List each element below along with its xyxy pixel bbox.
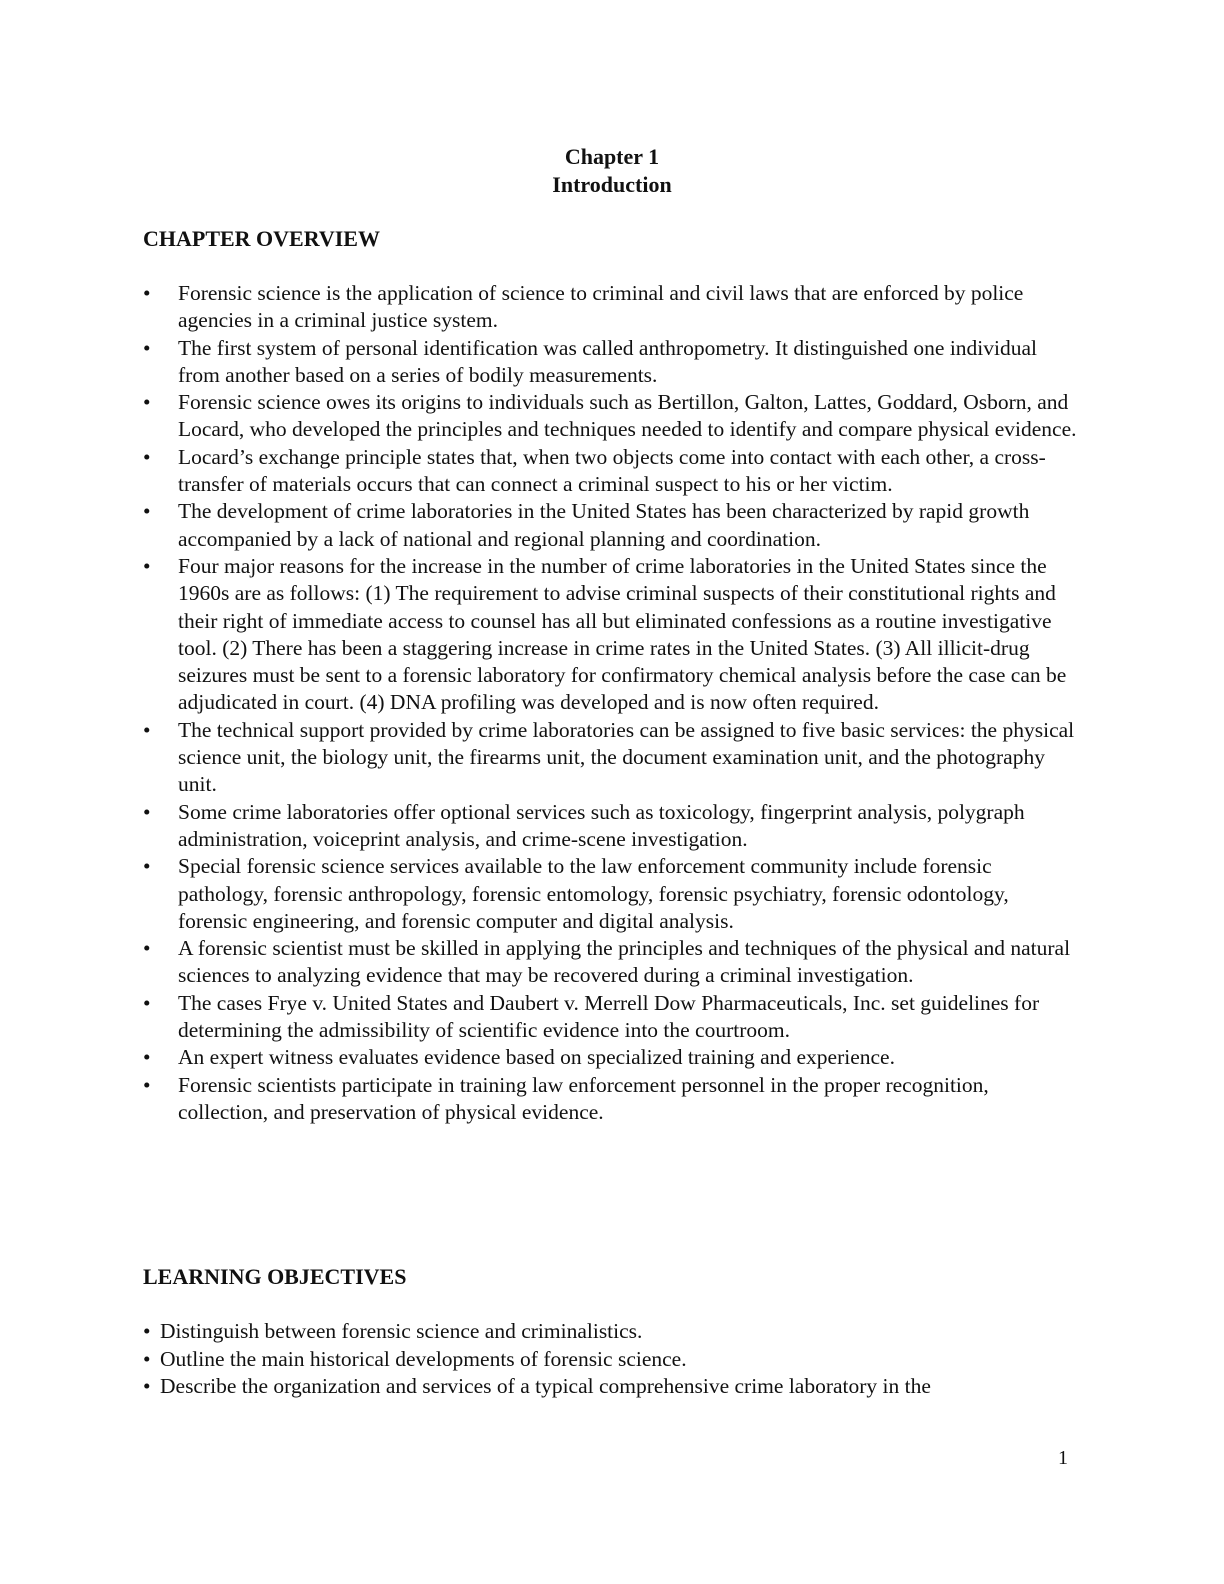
overview-item [143, 853, 1083, 935]
overview-item [143, 799, 1083, 854]
list-item-text: Four major reasons for the increase in the number of crime laboratories in the United States since the 1960s are as follows: (1) The requirement to advise criminal suspects of their constitutional rights and their right of immediate access to counsel has all but eliminated confessions as a routine investigative tool. (2) There has been a staggering increase in crime rates in the United States. (3) All illicit-drug seizures must be sent to a forensic laboratory for confirmatory chemical analysis before the case can be adjudicated in court. (4) DNA profiling was developed and is now often required. [178, 553, 1067, 715]
overview-item [143, 1072, 1083, 1127]
bullet-icon: • [143, 1374, 151, 1398]
list-item-text: Special forensic science services available to the law enforcement community include forensic pathology, forensic anthropology, forensic entomology, forensic psychiatry, forensic odontology, forensic engineering, and forensic computer and digital analysis. [178, 854, 1009, 933]
list-item-text: Forensic science owes its origins to individuals such as Bertillon, Galton, Lattes, Goddard, Osborn, and Locard, who developed the principles and techniques needed to identify and compare physical evidence. [178, 390, 1077, 442]
overview-item [143, 717, 1083, 799]
overview-item [143, 990, 1083, 1045]
overview-item [143, 444, 1083, 499]
bullet-icon: • [143, 1319, 151, 1343]
bullet-icon: • [143, 390, 151, 415]
chapter-title: Chapter 1 [564, 144, 660, 169]
list-item-text: Describe the organization and services of a typical comprehensive crime laboratory in the [160, 1374, 931, 1398]
list-item-text: Forensic science is the application of science to criminal and civil laws that are enforced by police agencies in a criminal justice system. [178, 281, 1024, 333]
chapter-subtitle: Introduction [552, 172, 672, 197]
overview-item [143, 389, 1083, 444]
objective-item [143, 1346, 1083, 1374]
page-number: 1 [1058, 1447, 1068, 1469]
bullet-icon: • [143, 1072, 151, 1097]
overview-item [143, 1044, 1083, 1071]
objective-item [143, 1373, 1083, 1401]
bullet-icon: • [143, 335, 151, 360]
list-item-text: The technical support provided by crime laboratories can be assigned to five basic services: the physical science unit, the biology unit, the firearms unit, the document examination unit, and the photography unit. [178, 717, 1075, 797]
list-item-text: Forensic scientists participate in training law enforcement personnel in the proper recognition, collection, and preservation of physical evidence. [178, 1072, 989, 1124]
bullet-icon: • [143, 936, 151, 961]
bullet-icon: • [143, 799, 151, 824]
bullet-icon: • [143, 444, 151, 469]
bullet-icon: • [143, 1045, 151, 1070]
list-item-text: The first system of personal identification was called anthropometry. It distinguished one individual from another based on a series of bodily measurements. [178, 335, 1038, 387]
bullet-icon: • [143, 990, 151, 1015]
bullet-icon: • [143, 499, 151, 524]
overview-item [143, 498, 1083, 553]
bullet-icon: • [143, 854, 151, 879]
list-item-text: Distinguish between forensic science and criminalistics. [160, 1319, 643, 1343]
overview-item [143, 553, 1083, 717]
list-item-text: Locard’s exchange principle states that, when two objects come into contact with each other, a cross-transfer of materials occurs that can connect a criminal suspect to his or her victim. [178, 444, 1046, 497]
objective-item [143, 1318, 1083, 1346]
learning-objectives-heading: LEARNING OBJECTIVES [143, 1264, 407, 1289]
bullet-icon: • [143, 1346, 151, 1371]
overview-item [143, 280, 1083, 335]
list-item-text: The cases Frye v. United States and Daubert v. Merrell Dow Pharmaceuticals, Inc. set guidelines for determining the admissibility of scientific evidence into the courtroom. [178, 990, 1040, 1043]
chapter-overview-list [143, 280, 1083, 1126]
bullet-icon: • [143, 717, 151, 742]
chapter-overview-heading: CHAPTER OVERVIEW [143, 226, 380, 251]
overview-item [143, 335, 1083, 390]
learning-objectives-list [143, 1318, 1083, 1401]
list-item-text: The development of crime laboratories in the United States has been characterized by rapid growth accompanied by a lack of national and regional planning and coordination. [178, 499, 1030, 551]
list-item-text: A forensic scientist must be skilled in applying the principles and techniques of the physical and natural sciences to analyzing evidence that may be recovered during a criminal investigation. [178, 936, 1071, 988]
bullet-icon: • [143, 281, 151, 305]
list-item-text: Outline the main historical developments of forensic science. [160, 1346, 687, 1371]
overview-item [143, 935, 1083, 990]
list-item-text: An expert witness evaluates evidence based on specialized training and experience. [178, 1045, 895, 1070]
list-item-text: Some crime laboratories offer optional services such as toxicology, fingerprint analysis, polygraph administration, voiceprint analysis, and crime-scene investigation. [178, 799, 1025, 851]
bullet-icon: • [143, 553, 151, 578]
